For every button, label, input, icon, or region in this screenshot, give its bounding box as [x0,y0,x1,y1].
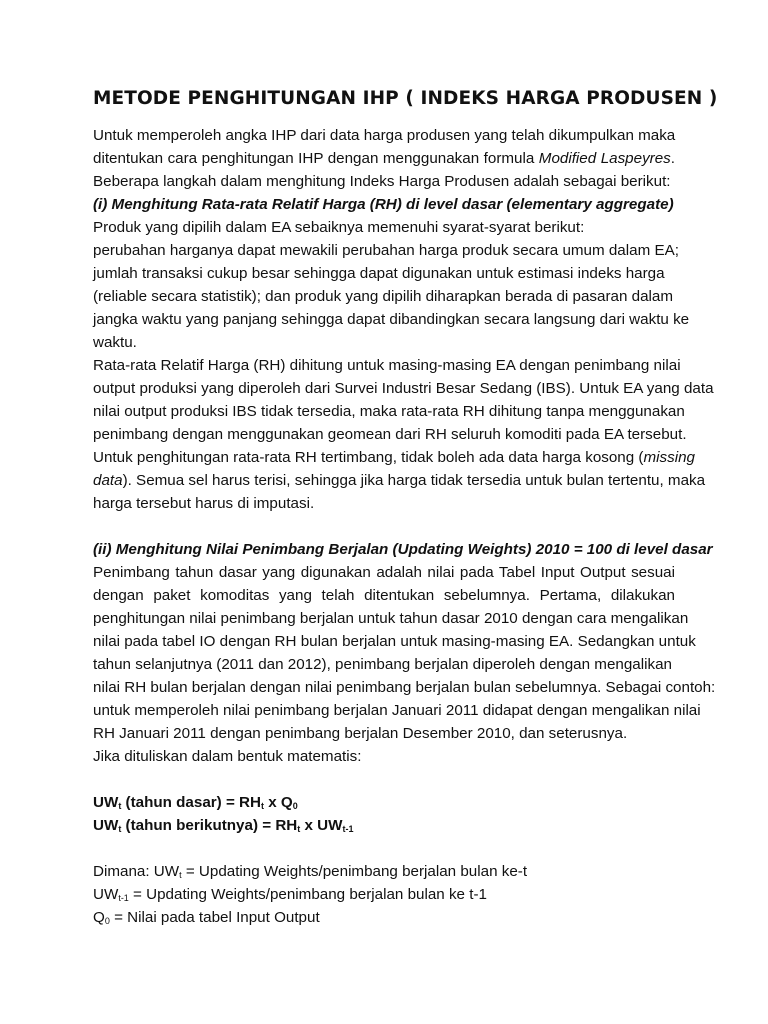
formula-subscript: 0 [292,801,298,811]
definition-subscript: t-1 [118,893,129,903]
section-1-text: Untuk penghitungan rata-rata RH tertimbang, tidak boleh ada data harga kosong ( [93,449,644,466]
definition-uwt [93,862,675,882]
section-1-line [93,471,706,491]
definition-q0 [93,908,675,928]
definition-text: = Updating Weights/penimbang berjalan bulan ke t-1 [128,886,487,903]
formula-subscript: t-1 [342,824,354,834]
formula-term: (tahun dasar) = RH [121,794,261,811]
section-1-line: waktu. [93,334,137,351]
section-2-line: nilai pada tabel IO dengan RH bulan berjalan untuk masing-masing EA. Sedangkan untuk [93,633,696,650]
formula-term: x Q [263,794,293,811]
formula-next-year [93,816,675,836]
section-2-line: Jika dituliskan dalam bentuk matematis: [93,748,362,765]
formula-subscript: t [260,801,264,811]
section-2-line: dengan paket komoditas yang telah ditentukan sebelumnya. Pertama, dilakukan [93,587,675,604]
definition-term: Dimana: UW [93,863,180,880]
formula-term: (tahun berikutnya) = RH [121,817,298,834]
section-1-line: Rata-rata Relatif Harga (RH) dihitung untuk masing-masing EA dengan penimbang nilai [93,357,681,374]
definition-uwt-1 [93,885,675,905]
definition-term: Q [93,909,105,926]
section-2-line: Penimbang tahun dasar yang digunakan adalah nilai pada Tabel Input Output sesuai [93,564,675,581]
intro-line-2-text: ditentukan cara penghitungan IHP dengan menggunakan formula [93,150,539,167]
formula-subscript: t [118,824,122,834]
section-1-line: jumlah transaksi cukup besar sehingga dapat digunakan untuk estimasi indeks harga [93,265,665,282]
page-title: METODE PENGHITUNGAN IHP ( INDEKS HARGA PRODUSEN ) [93,88,718,109]
section-2-line: penghitungan nilai penimbang berjalan untuk tahun dasar 2010 dengan cara mengalikan [93,610,689,627]
intro-line-2-end: . [670,150,676,167]
section-1-heading: (i) Menghitung Rata-rata Relatif Harga (RH) di level dasar (elementary aggregate) [93,196,674,213]
definition-term: UW [93,886,119,903]
formula-term: UW [93,817,119,834]
section-1-line: (reliable secara statistik); dan produk yang dipilih diharapkan berada di pasaran dalam [93,288,673,305]
section-1-line: harga tersebut harus di imputasi. [93,495,315,512]
formula-subscript: t [118,801,122,811]
section-1-line: perubahan harganya dapat mewakili perubahan harga produk secara umum dalam EA; [93,242,679,259]
section-2-line: untuk memperoleh nilai penimbang berjalan Januari 2011 didapat dengan mengalikan nilai [93,702,701,719]
intro-line-1: Untuk memperoleh angka IHP dari data harga produsen yang telah dikumpulkan maka [93,127,676,144]
definition-text: = Nilai pada tabel Input Output [109,909,320,926]
formula-term: x UW [300,817,343,834]
section-2-heading: (ii) Menghitung Nilai Penimbang Berjalan (Updating Weights) 2010 = 100 di level dasar [93,541,713,558]
section-1-line: output produksi yang diperoleh dari Survei Industri Besar Sedang (IBS). Untuk EA yang data [93,380,714,397]
section-1-line [93,448,695,468]
section-2-line: RH Januari 2011 dengan penimbang berjalan Desember 2010, dan seterusnya. [93,725,628,742]
formula-term: UW [93,794,119,811]
definition-subscript: t [179,870,182,880]
section-1-line: penimbang dengan menggunakan geomean dari RH seluruh komoditi pada EA tersebut. [93,426,687,443]
data-term: data [93,472,123,489]
section-1-line: jangka waktu yang panjang sehingga dapat dibandingkan secara langsung dari waktu ke [93,311,690,328]
intro-line-3: Beberapa langkah dalam menghitung Indeks Harga Produsen adalah sebagai berikut: [93,173,671,190]
intro-line-2 [93,149,675,169]
missing-term: missing [643,449,695,466]
section-2-line: nilai RH bulan berjalan dengan nilai penimbang berjalan bulan sebelumnya. Sebagai contoh: [93,679,716,696]
section-1-line: Produk yang dipilih dalam EA sebaiknya memenuhi syarat-syarat berikut: [93,219,585,236]
formula-name: Modified Laspeyres [538,150,671,167]
definition-text: = Updating Weights/penimbang berjalan bulan ke-t [181,863,528,880]
section-1-text: ). Semua sel harus terisi, sehingga jika harga tidak tersedia untuk bulan tertentu, maka [122,472,706,489]
section-2-line: tahun selanjutnya (2011 dan 2012), penimbang berjalan diperoleh dengan mengalikan [93,656,672,673]
section-1-line: nilai output produksi IBS tidak tersedia, maka rata-rata RH dihitung tanpa menggunakan [93,403,685,420]
formula-subscript: t [297,824,301,834]
definition-subscript: 0 [104,916,110,926]
formula-base-year [93,793,675,813]
